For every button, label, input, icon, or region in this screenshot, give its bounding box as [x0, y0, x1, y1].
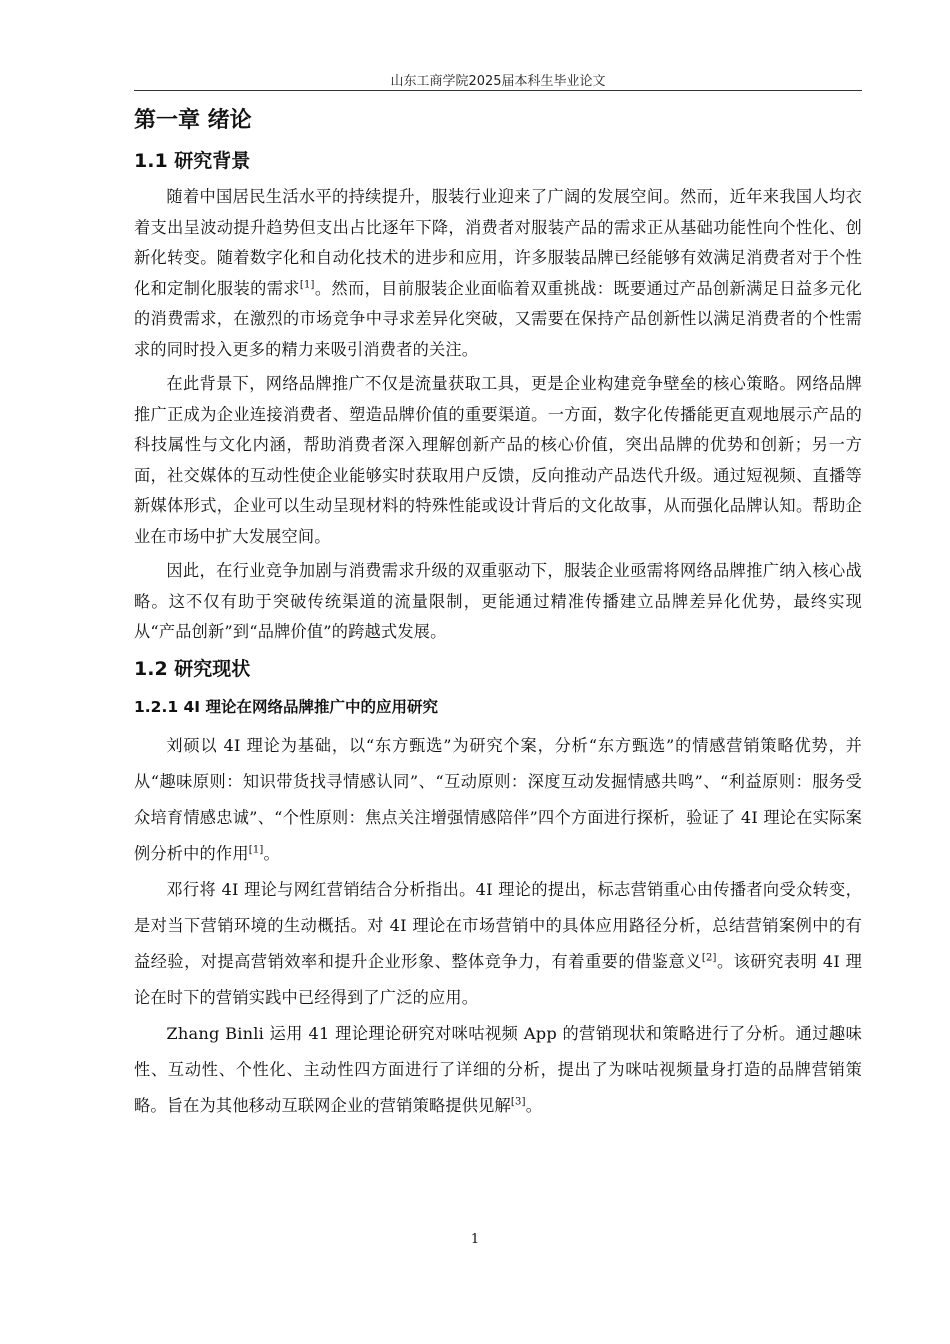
paragraph-text: 刘硕以 4I 理论为基础，以“东方甄选”为研究个案，分析“东方甄选”的情感营销策略优势，并从“趣味原则：知识带货找寻情感认同”、“互动原则：深度互动发掘情感共鸣”、“利益原则：服务受众培育情感忠诚”、“个性原则：焦点关注增强情感陪伴”四个方面进行探析，验证了 4I 理论在实际案例分析中的作用: [134, 735, 862, 863]
paragraph: [134, 182, 862, 365]
section-title-1-1: 1.1 研究背景: [134, 150, 251, 172]
paragraph-text: Zhang Binli 运用 41 理论理论研究对咪咕视频 App 的营销现状和策略进行了分析。通过趣味性、互动性、个性化、主动性四方面进行了详细的分析，提出了为咪咕视频量身打造的品牌营销策略。旨在为其他移动互联网企业的营销策略提供见解: [134, 1023, 862, 1115]
section-title-1-2: 1.2 研究现状: [134, 657, 251, 680]
paragraph-text: 邓行将 4I 理论与网红营销结合分析指出。4I 理论的提出，标志营销重心由传播者向受众转变，是对当下营销环境的生动概括。对 4I 理论在市场营销中的具体应用路径分析，总结营销案例中的有益经验，对提高营销效率和提升企业形象、整体竞争力，有着重要的借鉴意义: [134, 879, 862, 971]
paragraph-text: 。: [525, 1095, 543, 1115]
paragraph: 因此，在行业竞争加剧与消费需求升级的双重驱动下，服装企业亟需将网络品牌推广纳入核心战略。这不仅有助于突破传统渠道的流量限制，更能通过精准传播建立品牌差异化优势，最终实现从“产品创新”到“品牌价值”的跨越式发展。: [134, 561, 862, 641]
chapter-title: 第一章 绪论: [134, 108, 252, 133]
paragraph: [134, 1016, 862, 1124]
paragraph: 在此背景下，网络品牌推广不仅是流量获取工具，更是企业构建竞争壁垒的核心策略。网络品牌推广正成为企业连接消费者、塑造品牌价值的重要渠道。一方面，数字化传播能更直观地展示产品的科技属性与文化内涵，帮助消费者深入理解创新产品的核心价值，突出品牌的优势和创新；另一方面，社交媒体的互动性使企业能够实时获取用户反馈，反向推动产品迭代升级。通过短视频、直播等新媒体形式，企业可以生动呈现材料的特殊性能或设计背后的文化故事，从而强化品牌认知。帮助企业在市场中扩大发展空间。: [134, 374, 862, 546]
subsection-title-1-2-1: 1.2.1 4I 理论在网络品牌推广中的应用研究: [134, 697, 438, 716]
citation-ref[interactable]: [2]: [701, 952, 717, 964]
paragraph-text: 。该研究表明 4I 理论在时下的营销实践中已经得到了广泛的应用。: [134, 951, 862, 1007]
paragraph-text: 。: [263, 843, 280, 863]
paragraph: [134, 728, 862, 872]
paragraph-text: 。然而，目前服装企业面临着双重挑战：既要通过产品创新满足日益多元化的消费需求，在激烈的市场竞争中寻求差异化突破，又需要在保持产品创新性以满足消费者的个性需求的同时投入更多的精力来吸引消费者的关注。: [134, 278, 862, 359]
paragraph-text: 随着中国居民生活水平的持续提升，服装行业迎来了广阔的发展空间。然而，近年来我国人均衣着支出呈波动提升趋势但支出占比逐年下降，消费者对服装产品的需求正从基础功能性向个性化、创新化转变。随着数字化和自动化技术的进步和应用，许多服装品牌已经能够有效满足消费者对于个性化和定制化服装的需求: [134, 187, 862, 298]
citation-ref[interactable]: [1]: [248, 844, 264, 856]
paragraph: [134, 872, 862, 1016]
page-body: [134, 96, 862, 1124]
header-rule: [134, 90, 862, 91]
citation-ref[interactable]: [1]: [299, 279, 315, 291]
page-number: 1: [470, 1232, 480, 1247]
running-header: 山东工商学院2025届本科生毕业论文: [390, 74, 606, 89]
citation-ref[interactable]: [3]: [510, 1096, 526, 1108]
